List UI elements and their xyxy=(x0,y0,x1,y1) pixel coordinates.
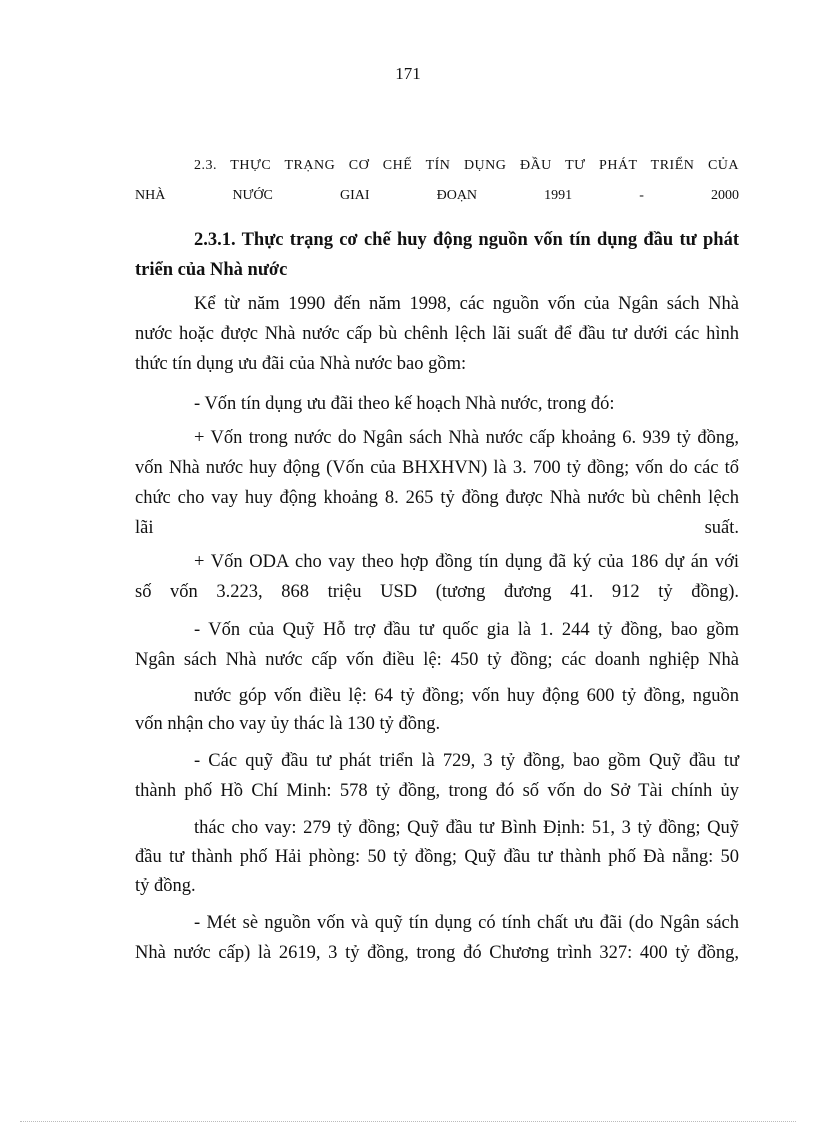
paragraph-line: - Các quỹ đầu tư phát triển là 729, 3 tỷ đồng, bao gồm Quỹ đầu tư xyxy=(194,751,739,771)
section-heading-line-1: 2.3. THỰC TRẠNG CƠ CHẾ TÍN DỤNG ĐẦU TƯ PHÁT TRIỂN CỦA xyxy=(194,158,739,173)
section-heading-line-2 xyxy=(135,186,739,206)
heading-word: 2000 xyxy=(711,188,739,203)
paragraph-line: thác cho vay: 279 tỷ đồng; Quỹ đầu tư Bình Định: 51, 3 tỷ đồng; Quỹ xyxy=(194,818,739,838)
paragraph-line: nước hoặc được Nhà nước cấp bù chênh lệch lãi suất để đầu tư dưới các hình xyxy=(135,324,739,344)
heading-word: - xyxy=(639,188,644,203)
paragraph-line: + Vốn trong nước do Ngân sách Nhà nước cấp khoảng 6. 939 tỷ đồng, xyxy=(194,428,739,448)
paragraph-word: suất. xyxy=(704,518,739,538)
paragraph-line: - Mét sè nguồn vốn và quỹ tín dụng có tính chất ưu đãi (do Ngân sách xyxy=(194,913,739,933)
paragraph-line: vốn Nhà nước huy động (Vốn của BHXHVN) là 3. 700 tỷ đồng; vốn do các tổ xyxy=(135,458,739,478)
paragraph-line: nước góp vốn điều lệ: 64 tỷ đồng; vốn huy động 600 tỷ đồng, nguồn xyxy=(194,686,739,706)
paragraph-line: số vốn 3.223, 868 triệu USD (tương đương 41. 912 tỷ đồng). xyxy=(135,582,739,602)
paragraph-line: đầu tư thành phố Hải phòng: 50 tỷ đồng; Quỹ đầu tư thành phố Đà nẵng: 50 xyxy=(135,847,739,867)
subheading-line-2: triển của Nhà nước xyxy=(135,260,288,280)
paragraph-line: Nhà nước cấp) là 2619, 3 tỷ đồng, trong đó Chương trình 327: 400 tỷ đồng, xyxy=(135,943,739,963)
page-bottom-edge xyxy=(20,1121,796,1122)
subheading-line-1: 2.3.1. Thực trạng cơ chế huy động nguồn vốn tín dụng đầu tư phát xyxy=(194,230,739,250)
heading-word: ĐOẠN xyxy=(436,188,478,203)
paragraph-line: Ngân sách Nhà nước cấp vốn điều lệ: 450 tỷ đồng; các doanh nghiệp Nhà xyxy=(135,650,739,670)
page-number: 171 xyxy=(395,64,421,83)
paragraph-line: thành phố Hồ Chí Minh: 578 tỷ đồng, trong đó số vốn do Sở Tài chính ủy xyxy=(135,781,739,801)
paragraph-line: - Vốn tín dụng ưu đãi theo kế hoạch Nhà nước, trong đó: xyxy=(194,394,615,414)
heading-word: NHÀ xyxy=(135,188,166,203)
heading-word: GIAI xyxy=(339,188,370,203)
paragraph-line: - Vốn của Quỹ Hỗ trợ đầu tư quốc gia là 1. 244 tỷ đồng, bao gồm xyxy=(194,620,739,640)
paragraph-word: lãi xyxy=(135,518,154,538)
paragraph-line: thức tín dụng ưu đãi của Nhà nước bao gồm: xyxy=(135,354,467,374)
paragraph-line: vốn nhận cho vay ủy thác là 130 tỷ đồng. xyxy=(135,714,441,734)
paragraph-line: tỷ đồng. xyxy=(135,876,196,896)
paragraph-line xyxy=(135,516,739,540)
heading-word: NƯỚC xyxy=(232,188,273,203)
paragraph-line: chức cho vay huy động khoảng 8. 265 tỷ đồng được Nhà nước bù chênh lệch xyxy=(135,488,739,508)
paragraph-line: + Vốn ODA cho vay theo hợp đồng tín dụng đã ký của 186 dự án với xyxy=(194,552,739,572)
paragraph-line: Kể từ năm 1990 đến năm 1998, các nguồn vốn của Ngân sách Nhà xyxy=(194,294,739,314)
heading-word: 1991 xyxy=(544,188,573,203)
